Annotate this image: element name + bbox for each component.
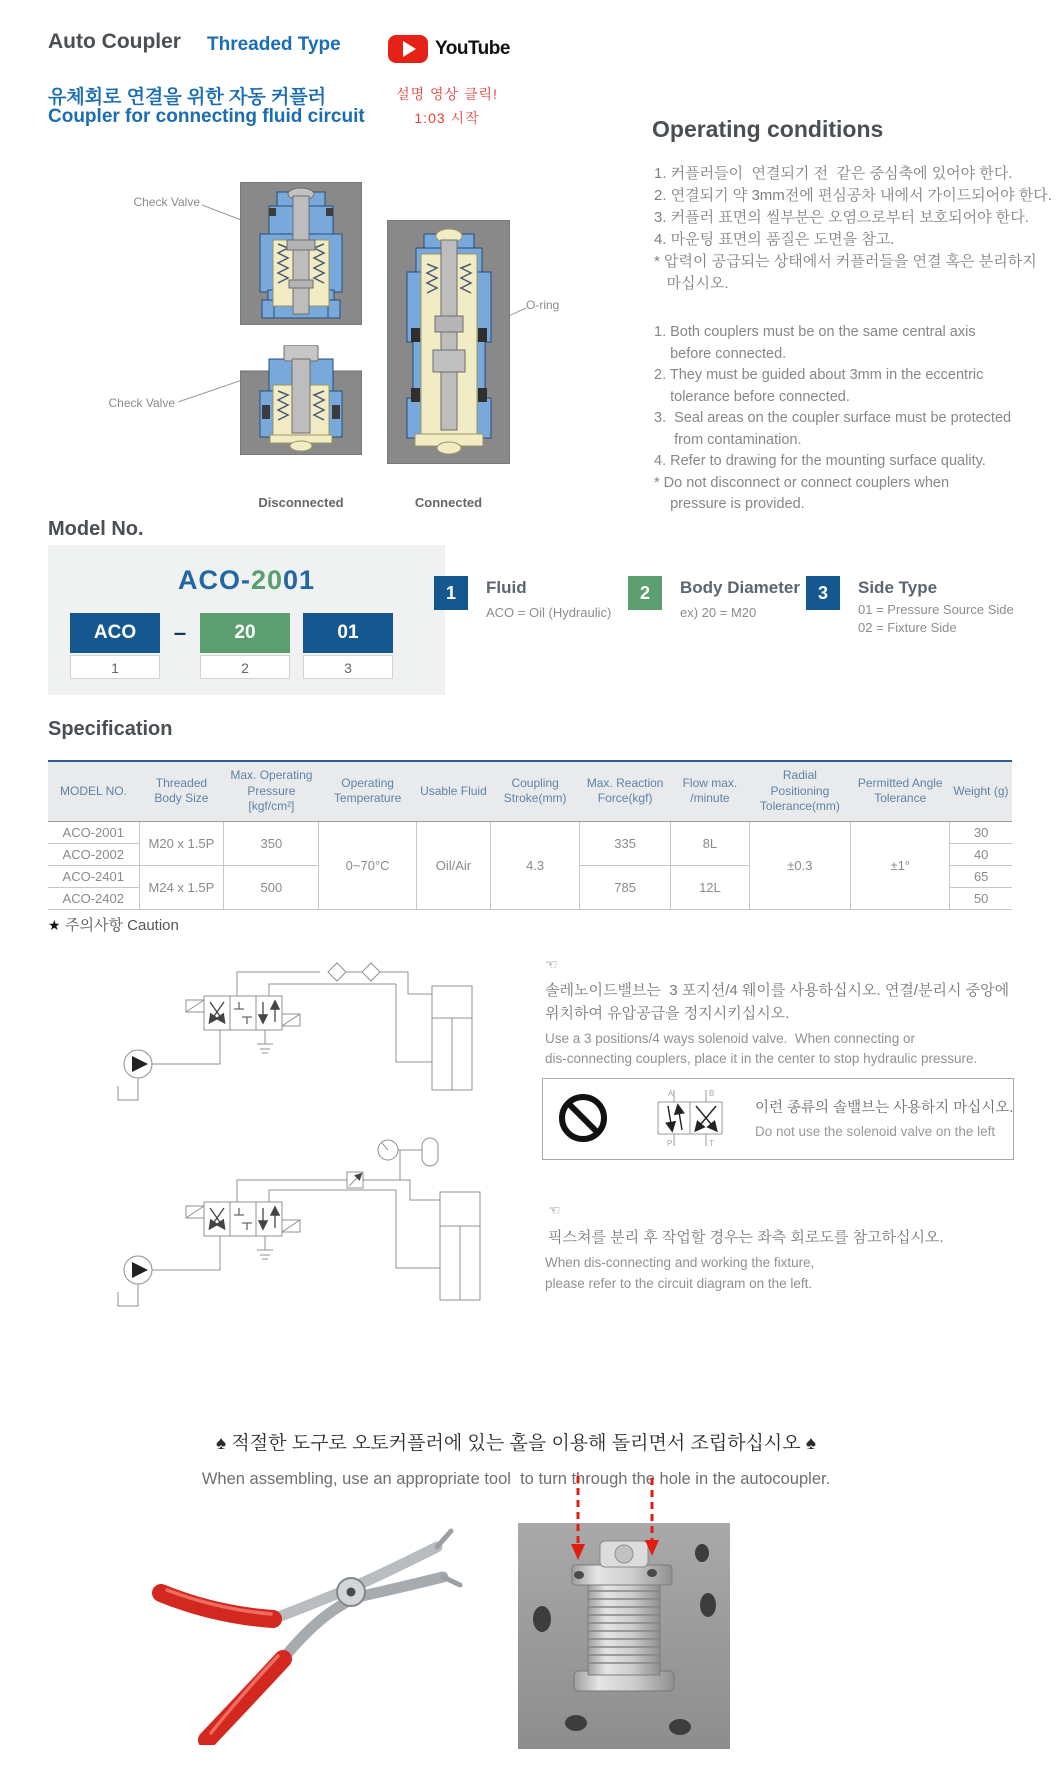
cell-angle-tolerance: ±1°: [851, 821, 950, 909]
cell-model: ACO-2401: [48, 865, 139, 887]
col-usable-fluid: Usable Fluid: [416, 761, 490, 821]
cell-force: 335: [580, 821, 671, 865]
cell-model: ACO-2402: [48, 887, 139, 909]
cell-pressure: 350: [224, 821, 319, 865]
port-label-p: P: [667, 1139, 673, 1148]
model-code-suffix: 01: [283, 565, 316, 595]
cell-temperature: 0~70°C: [319, 821, 416, 909]
operating-en-line: 2. They must be guided about 3mm in the eccentric: [654, 367, 984, 383]
port-label-t: T: [709, 1139, 714, 1148]
caution-heading: [48, 914, 179, 935]
operating-en-line: pressure is provided.: [654, 496, 805, 512]
page-title: Auto Coupler: [48, 30, 181, 53]
caption-disconnected: Disconnected: [258, 495, 344, 510]
red-arrow-icons: [565, 1474, 675, 1570]
operating-ko-line: * 압력이 공급되는 상태에서 커플러들을 연결 혹은 분리하지: [654, 253, 1037, 270]
legend-sub-fluid: ACO = Oil (Hydraulic): [486, 605, 612, 620]
model-code: [48, 565, 445, 596]
cell-flow: 8L: [671, 821, 750, 865]
model-segment-20: 20: [200, 613, 290, 653]
operating-list-english: [654, 322, 1011, 516]
cell-weight: 30: [950, 821, 1012, 843]
hydraulic-circuit-diagram-1: [100, 942, 490, 1130]
model-code-prefix: ACO-: [177, 565, 251, 595]
operating-conditions-heading: Operating conditions: [652, 116, 884, 142]
model-segment-aco: ACO: [70, 613, 160, 653]
caution-note1-ko-2: 위치하여 유압공급을 정지시키십시오.: [545, 1005, 790, 1022]
model-segment-dash: –: [173, 620, 187, 645]
table-row: [48, 821, 1012, 843]
operating-ko-line: 1. 커플러들이 연결되기 전 같은 중심축에 있어야 한다.: [654, 165, 1013, 182]
youtube-link[interactable]: [388, 35, 510, 63]
subtitle-english: Coupler for connecting fluid circuit: [48, 106, 365, 127]
snap-ring-pliers-photo: [145, 1495, 470, 1745]
caution-note2-en-1: When dis-connecting and working the fixture,: [545, 1255, 815, 1270]
caution-heading-text: 주의사항 Caution: [65, 917, 179, 934]
star-icon: ★: [48, 917, 61, 933]
port-label-b: B: [709, 1089, 715, 1098]
model-segment-01: 01: [303, 613, 393, 653]
legend-number-3: 3: [806, 576, 840, 610]
hydraulic-circuit-diagram-2: [100, 1136, 500, 1336]
model-segment-index-2: 2: [200, 655, 290, 679]
youtube-play-icon: [388, 35, 428, 63]
caution-note1-en-2: dis-connecting couplers, place it in the center to stop hydraulic pressure.: [545, 1051, 978, 1066]
legend-sub-side-type-1: 01 = Pressure Source Side: [858, 602, 1014, 617]
caution-note1-en-1: Use a 3 positions/4 ways solenoid valve. When connecting or: [545, 1031, 915, 1046]
legend-sub-body-diameter: ex) 20 = M20: [680, 605, 757, 620]
cell-flow: 12L: [671, 865, 750, 909]
operating-ko-line: 2. 연결되기 약 3mm전에 편심공차 내에서 가이드되어야 한다.: [654, 187, 1052, 204]
operating-en-line: 1. Both couplers must be on the same central axis: [654, 324, 976, 340]
caution-note2-en-2: please refer to the circuit diagram on the left.: [545, 1276, 813, 1291]
specification-table-wrap: [48, 760, 1012, 910]
model-segment-index-1: 1: [70, 655, 160, 679]
col-operating-temperature: Operating Temperature: [319, 761, 416, 821]
operating-en-line: from contamination.: [654, 431, 802, 448]
cell-thread: M24 x 1.5P: [139, 865, 224, 909]
legend-title-fluid: Fluid: [486, 578, 527, 597]
model-no-heading: Model No.: [48, 518, 144, 540]
pointing-hand-icon: ☜: [545, 956, 558, 972]
cell-force: 785: [580, 865, 671, 909]
operating-ko-line: 4. 마운팅 표면의 품질은 도면을 참고.: [654, 231, 895, 248]
operating-en-line: 4. Refer to drawing for the mounting surface quality.: [654, 453, 986, 469]
col-flow-max: Flow max. /minute: [671, 761, 750, 821]
check-valve-label-top: Check Valve: [133, 195, 200, 209]
operating-en-line: tolerance before connected.: [654, 388, 850, 405]
legend-title-body-diameter: Body Diameter: [680, 578, 800, 597]
cell-thread: M20 x 1.5P: [139, 821, 224, 865]
caution-note2-ko: 픽스쳐를 분리 후 작업할 경우는 좌측 회로도를 참고하십시오.: [548, 1229, 944, 1246]
video-start-time: 1:03 시작: [414, 110, 480, 126]
operating-ko-line: 3. 커플러 표면의 씰부분은 오염으로부터 보호되어야 한다.: [654, 209, 1029, 226]
youtube-wordmark: YouTube: [435, 38, 510, 59]
model-code-mid: 20: [250, 565, 283, 595]
subtitle-korean: 유체회로 연결을 위한 자동 커플러: [48, 87, 327, 108]
assembly-note-en: When assembling, use an appropriate tool to turn through the hole in the autocoupler.: [201, 1470, 831, 1488]
col-radial-positioning-tolerance: Radial Positioning Tolerance(mm): [749, 761, 850, 821]
video-cta[interactable]: 설명 영상 클릭!: [396, 86, 498, 102]
operating-en-line: * Do not disconnect or connect couplers when: [654, 474, 950, 491]
cell-weight: 40: [950, 843, 1012, 865]
col-coupling-stroke: Coupling Stroke(mm): [491, 761, 580, 821]
coupler-section-disconnected-top: [240, 182, 362, 325]
cell-radial-tolerance: ±0.3: [749, 821, 850, 909]
solenoid-valve-symbol: [628, 1086, 763, 1150]
legend-number-2: 2: [628, 576, 662, 610]
cell-fluid: Oil/Air: [416, 821, 490, 909]
col-max-reaction-force: Max. Reaction Force(kgf): [580, 761, 671, 821]
specification-table: [48, 760, 1012, 910]
operating-en-line: 3. Seal areas on the coupler surface must be protected: [654, 410, 1012, 426]
operating-ko-line: 마십시오.: [654, 275, 729, 292]
legend-title-side-type: Side Type: [858, 578, 938, 597]
legend-sub-side-type-2: 02 = Fixture Side: [858, 620, 957, 635]
cell-model: ACO-2001: [48, 821, 139, 843]
caption-connected: Connected: [414, 495, 483, 510]
cell-pressure: 500: [224, 865, 319, 909]
col-weight: Weight (g): [950, 761, 1012, 821]
caution-note1-ko-1: 솔레노이드밸브는 3 포지션/4 웨이를 사용하십시오. 연결/분리시 중앙에: [545, 982, 1010, 999]
cell-weight: 50: [950, 887, 1012, 909]
coupler-section-disconnected-bottom: [240, 345, 362, 455]
cell-weight: 65: [950, 865, 1012, 887]
assembly-note-ko: ♠ 적절한 도구로 오토커플러에 있는 홀을 이용해 돌리면서 조립하십시오 ♠: [216, 1433, 816, 1454]
type-label: Threaded Type: [207, 34, 341, 55]
coupler-section-connected: [387, 220, 510, 464]
col-model-no: MODEL NO.: [48, 761, 139, 821]
cell-model: ACO-2002: [48, 843, 139, 865]
o-ring-label: O-ring: [526, 298, 560, 312]
col-threaded-body-size: Threaded Body Size: [139, 761, 224, 821]
port-label-a: A: [668, 1089, 674, 1098]
spec-header-row: [48, 761, 1012, 821]
cell-stroke: 4.3: [491, 821, 580, 909]
prohibition-text-ko: 이런 종류의 솔밸브는 사용하지 마십시오.: [755, 1100, 1014, 1116]
operating-en-line: before connected.: [654, 345, 787, 362]
prohibition-text-en: Do not use the solenoid valve on the left: [755, 1124, 996, 1139]
col-max-operating-pressure: Max. Operating Pressure [kgf/cm²]: [224, 761, 319, 821]
col-permitted-angle-tolerance: Permitted Angle Tolerance: [851, 761, 950, 821]
model-segment-index-3: 3: [303, 655, 393, 679]
legend-number-1: 1: [434, 576, 468, 610]
check-valve-label-bottom: Check Valve: [108, 396, 175, 410]
prohibition-box: [542, 1078, 1014, 1160]
operating-list-korean: [654, 163, 1052, 295]
prohibition-icon: [558, 1093, 608, 1143]
specification-heading: Specification: [48, 718, 173, 740]
pointing-hand-icon: ☜: [548, 1202, 561, 1218]
